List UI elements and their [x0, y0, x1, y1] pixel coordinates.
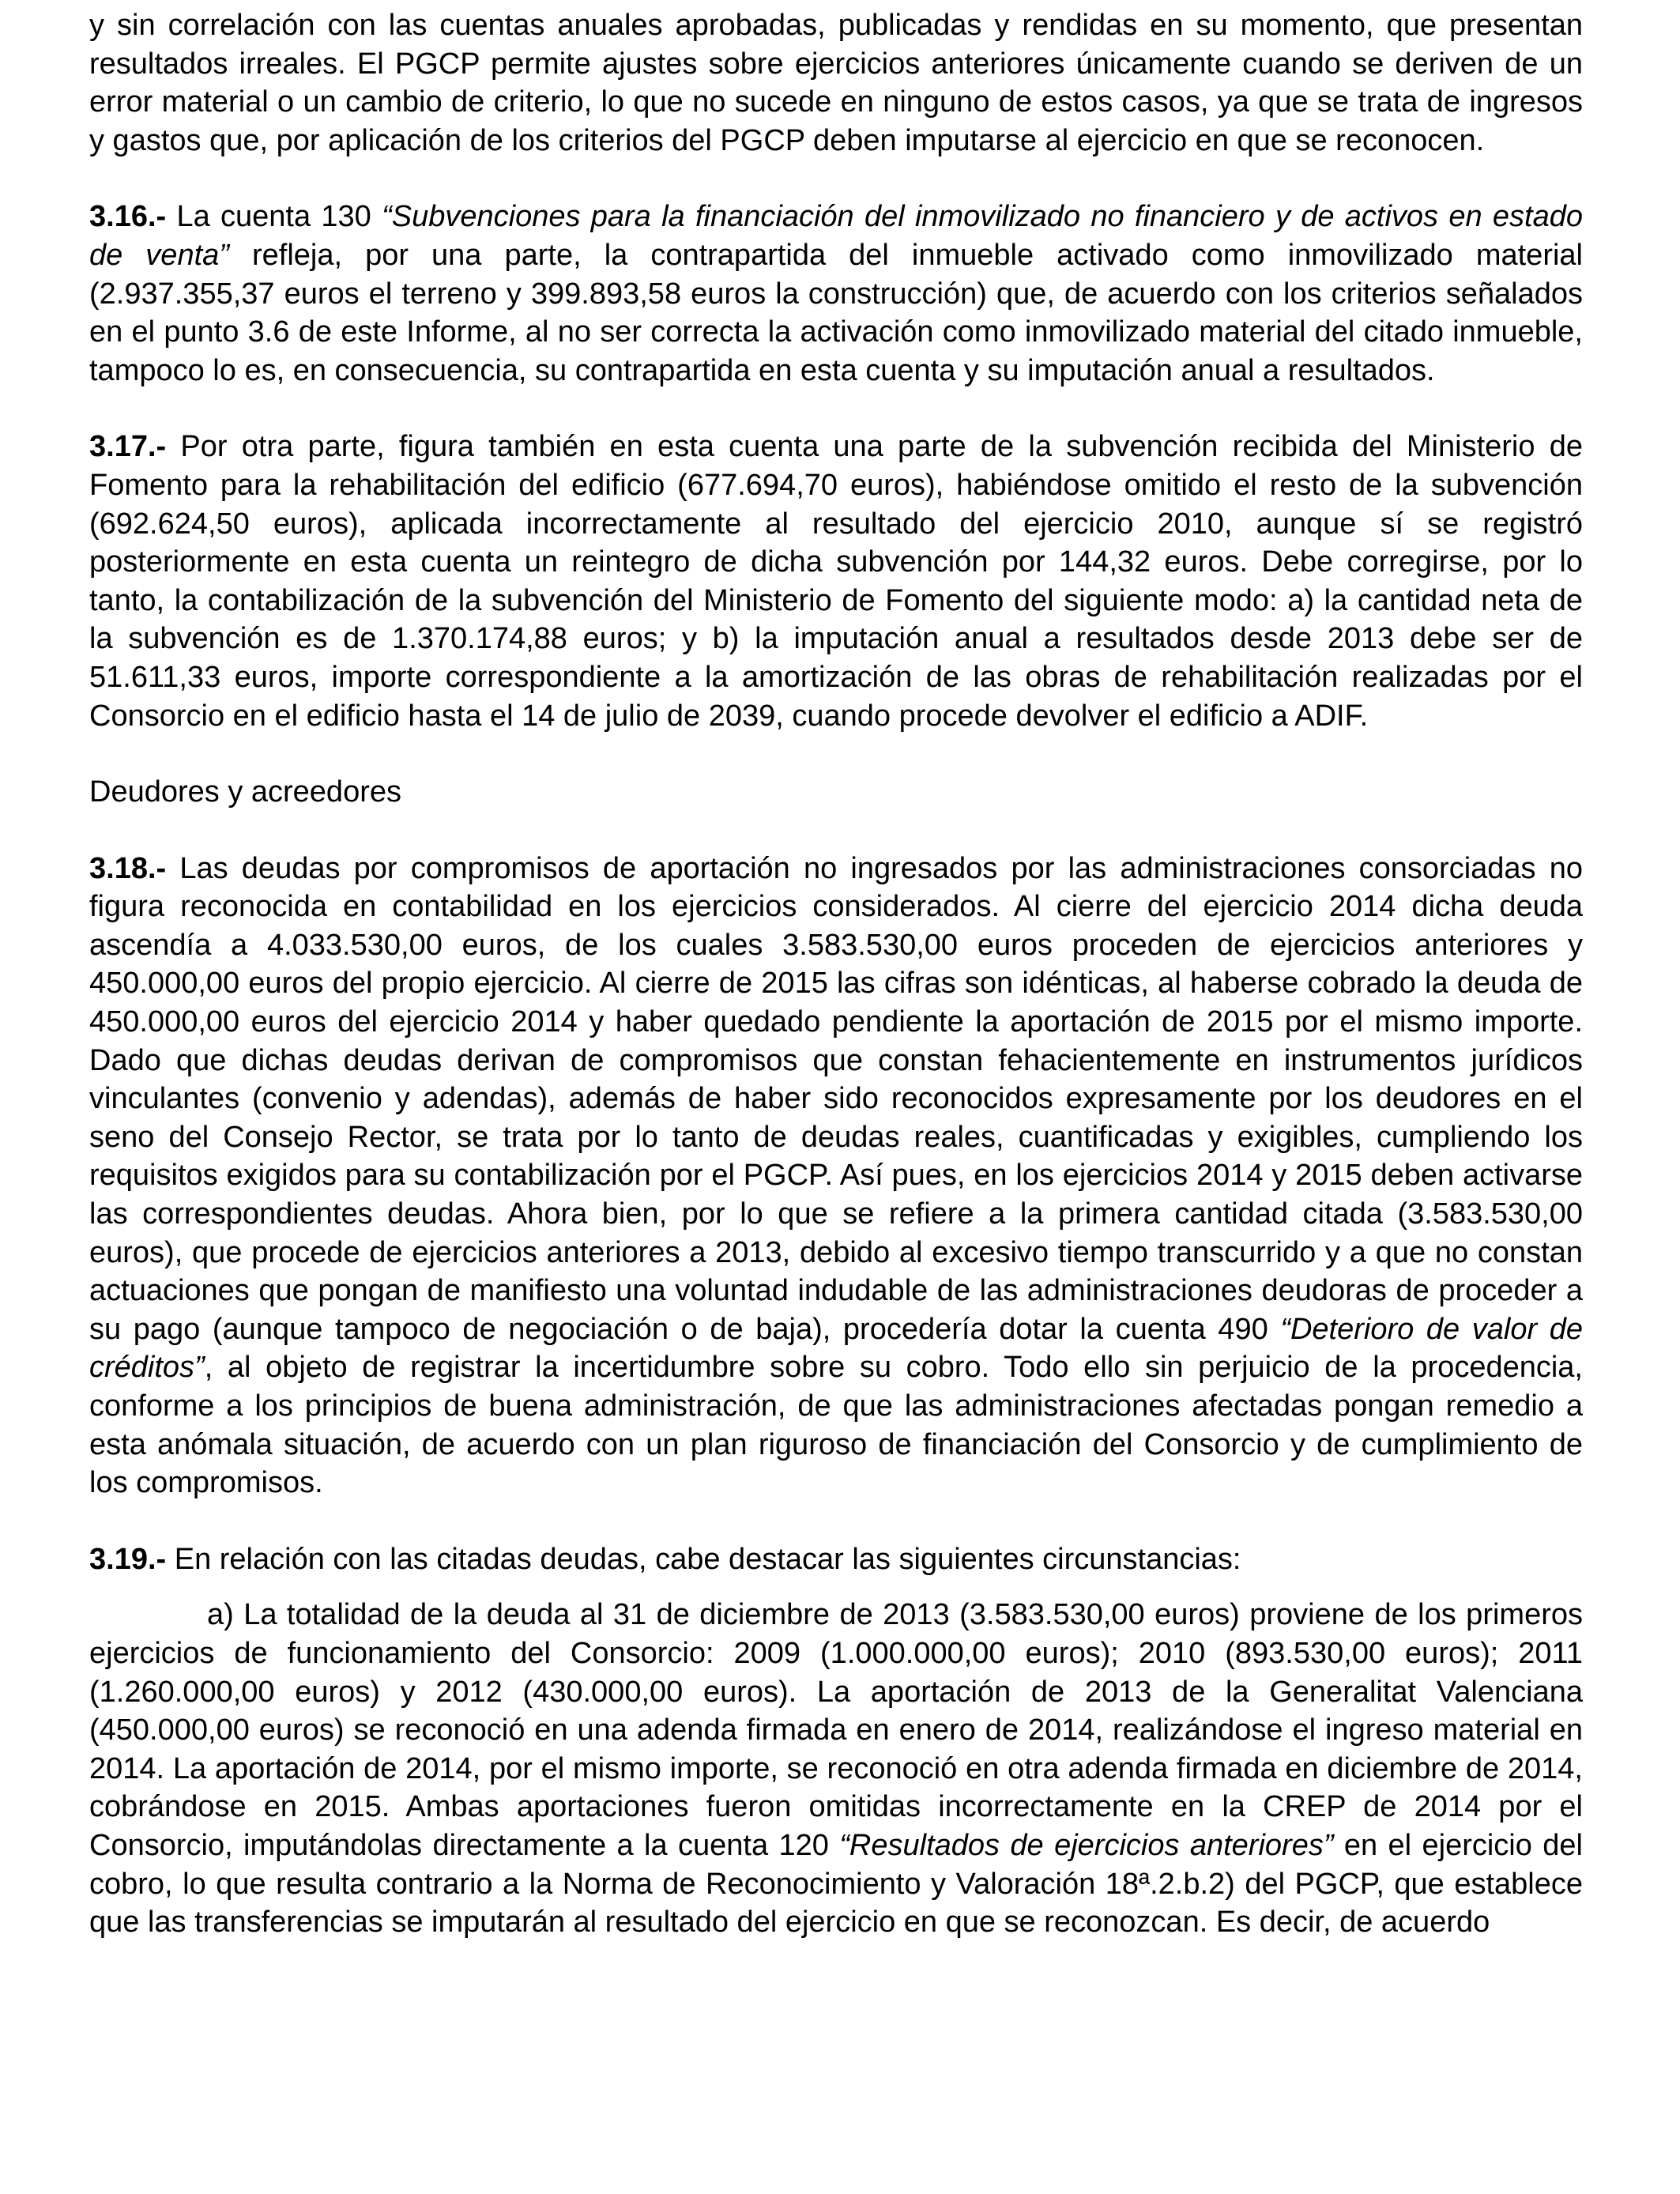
account-name: “Resultados de ejercicios anteriores” — [839, 1828, 1334, 1862]
paragraph-text: refleja, por una parte, la contrapartida del inmueble activado como inmovilizado material (2.937.355,37 euros el terreno y 399.893,58 euros la construcción) que, de acuerdo con los criterios señalados en el punto 3.6 de este Informe, al no ser correcta la activación como inmovilizado material del citado inmueble, tampoco lo es, en consecuencia, su contrapartida en esta cuenta y su imputación anual a resultados. — [89, 238, 1583, 387]
document-page — [89, 6, 1583, 1942]
paragraph-3-16 — [89, 198, 1583, 390]
paragraph-text: Por otra parte, figura también en esta cuenta una parte de la subvención recibida del Ministerio de Fomento para la rehabilitación del edificio (677.694,70 euros), habiéndose omitido el resto de la subvención (692.624,50 euros), aplicada incorrectamente al resultado del ejercicio 2010, aunque sí se registró posteriormente en esta cuenta un reintegro de dicha subvención por 144,32 euros. Debe corregirse, por lo tanto, la contabilización de la subvención del Ministerio de Fomento del siguiente modo: a) la cantidad neta de la subvención es de 1.370.174,88 euros; y b) la imputación anual a resultados desde 2013 debe ser de 51.611,33 euros, importe correspondiente a la amortización de las obras de rehabilitación realizadas por el Consorcio en el edificio hasta el 14 de julio de 2039, cuando procede devolver el edificio a ADIF. — [89, 430, 1583, 733]
paragraph-text: En relación con las citadas deudas, cabe destacar las siguientes circunstancias: — [166, 1542, 1241, 1576]
section-heading: Deudores y acreedores — [89, 775, 401, 809]
paragraph-text: La cuenta 130 — [166, 200, 382, 234]
paragraph-continuation: y sin correlación con las cuentas anuales aprobadas, publicadas y rendidas en su momento, que presentan resultados irreales. El PGCP permite ajustes sobre ejercicios anteriores únicamente cuando se deriven de un error material o un cambio de criterio, lo que no sucede en ninguno de estos casos, ya que se trata de ingresos y gastos que, por aplicación de los criterios del PGCP deben imputarse al ejercicio en que se reconocen. — [89, 9, 1583, 157]
paragraph-text: , al objeto de registrar la incertidumbre sobre su cobro. Todo ello sin perjuicio de la procedencia, conforme a los principios de buena administración, de que las administraciones afectadas pongan remedio a esta anómala situación, de acuerdo con un plan riguroso de financiación del Consorcio y de cumplimiento de los compromisos. — [89, 1351, 1583, 1500]
paragraph-text: en el ejercicio del cobro, lo que resulta contrario a la Norma de Reconocimiento y Valoración 18ª.2.b.2) del PGCP, que establece que las transferencias se imputarán al resultado del ejercicio en que se reconozcan. Es decir, de acuerdo — [89, 1828, 1583, 1940]
paragraph-3-19 — [89, 1540, 1583, 1579]
paragraph-number: 3.17.- — [89, 430, 167, 464]
paragraph-text: Las deudas por compromisos de aportación no ingresados por las administraciones consorciadas no figura reconocida en contabilidad en los ejercicios considerados. Al cierre del ejercicio 2014 dicha deuda ascendía a 4.033.530,00 euros, de los cuales 3.583.530,00 euros proceden de ejercicios anteriores y 450.000,00 euros del propio ejercicio. Al cierre de 2015 las cifras son idénticas, al haberse cobrado la deuda de 450.000,00 euros del ejercicio 2014 y haber quedado pendiente la aportación de 2015 por el mismo importe. Dado que dichas deudas derivan de compromisos que constan fehacientemente en instrumentos jurídicos vinculantes (convenio y adendas), además de haber sido reconocidos expresamente por los deudores en el seno del Consejo Rector, se trata por lo tanto de deudas reales, cuantificadas y exigibles, cumpliendo los requisitos exigidos para su contabilización por el PGCP. Así pues, en los ejercicios 2014 y 2015 deben activarse las correspondientes deudas. Ahora bien, por lo que se refiere a la primera cantidad citada (3.583.530,00 euros), que procede de ejercicios anteriores a 2013, debido al excesivo tiempo transcurrido y a que no constan actuaciones que pongan de manifiesto una voluntad indudable de las administraciones deudoras de proceder a su pago (aunque tampoco de negociación o de baja), procedería dotar la cuenta 490 — [89, 851, 1583, 1346]
paragraph-3-17 — [89, 428, 1583, 735]
paragraph-number: 3.16.- — [89, 200, 167, 234]
paragraph-3-19-a — [89, 1596, 1583, 1941]
paragraph-number: 3.19.- — [89, 1542, 167, 1576]
paragraph-3-18 — [89, 850, 1583, 1502]
account-name: “Subvenciones para la financiación del inmovilizado no financiero y de activos en estado de venta” — [89, 200, 1583, 272]
paragraph-number: 3.18.- — [89, 851, 167, 885]
account-name: “Deterioro de valor de créditos” — [89, 1312, 1584, 1385]
paragraph-text: a) La totalidad de la deuda al 31 de diciembre de 2013 (3.583.530,00 euros) proviene de los primeros ejercicios de funcionamiento del Consorcio: 2009 (1.000.000,00 euros); 2010 (893.530,00 euros); 2011 (1.260.000,00 euros) y 2012 (430.000,00 euros). La aportación de 2013 de la Generalitat Valenciana (450.000,00 euros) se reconoció en una adenda firmada en enero de 2014, realizándose el ingreso material en 2014. La aportación de 2014, por el mismo importe, se reconoció en otra adenda firmada en diciembre de 2014, cobrándose en 2015. Ambas aportaciones fueron omitidas incorrectamente en la CREP de 2014 por el Consorcio, imputándolas directamente a la cuenta 120 — [89, 1598, 1583, 1862]
